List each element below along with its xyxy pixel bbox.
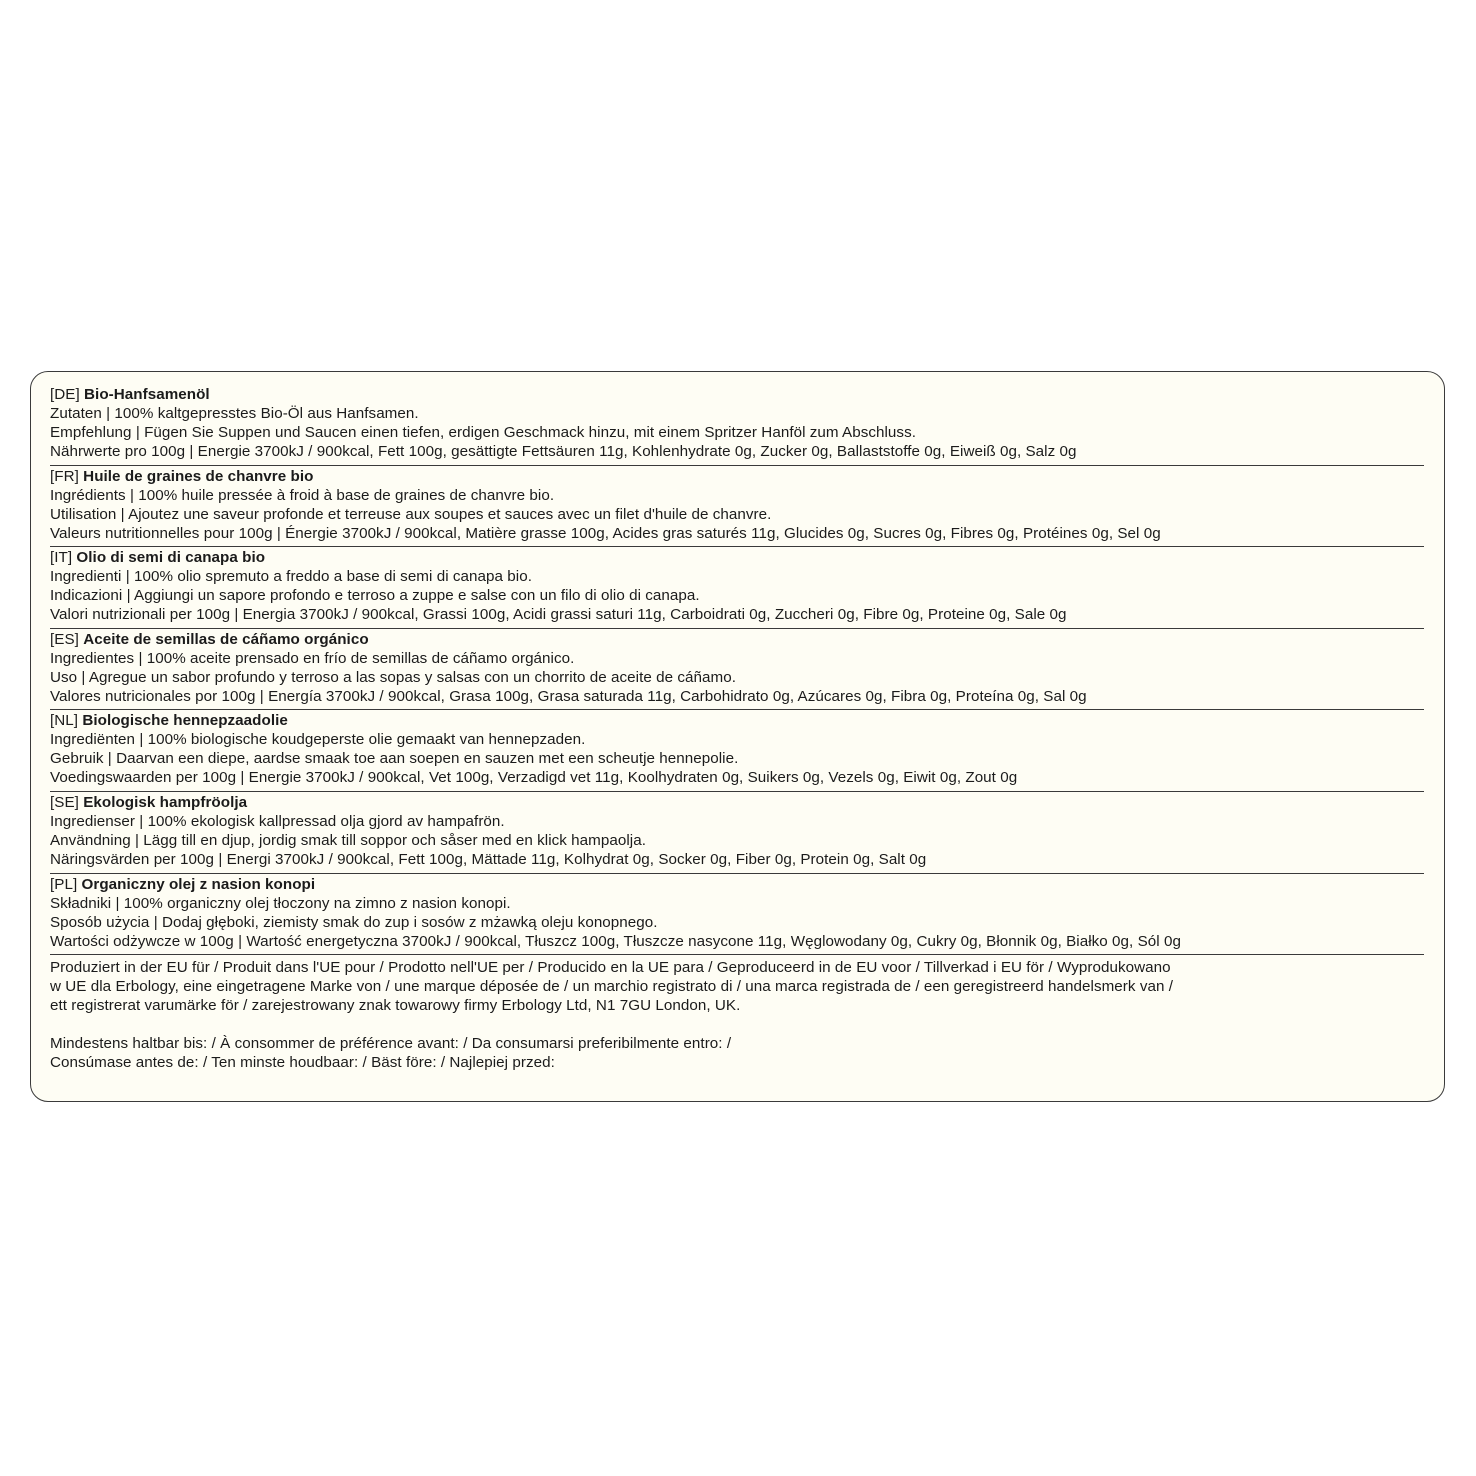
ingredients-line: Ingredienti | 100% olio spremuto a freddo a base di semi di canapa bio.	[50, 568, 532, 586]
lang-block-it	[50, 547, 1424, 629]
producer-line: Produziert in der EU für / Produit dans l'UE pour / Prodotto nell'UE per / Producido en la UE para / Geproduceerd in de EU voor / Tillverkad i EU för / Wyprodukowano	[50, 959, 1171, 977]
product-name: Ekologisk hampfröolja	[83, 793, 248, 811]
ingredients-line: Ingredienser | 100% ekologisk kallpressad olja gjord av hampafrön.	[50, 812, 505, 830]
lang-code: [DE]	[50, 386, 80, 403]
lang-block-nl	[50, 710, 1424, 792]
lang-code: [SE]	[50, 793, 79, 811]
product-name: Bio-Hanfsamenöl	[84, 386, 210, 403]
usage-line: Användning | Lägg till en djup, jordig smak till soppor och såser med en klick hampaolja.	[50, 831, 646, 849]
lang-block-se	[50, 792, 1424, 874]
usage-line: Gebruik | Daarvan een diepe, aardse smaak toe aan soepen en sauzen met een scheutje hennepolie.	[50, 750, 739, 768]
usage-line: Empfehlung | Fügen Sie Suppen und Saucen einen tiefen, erdigen Geschmack hinzu, mit einem Spritzer Hanföl zum Abschluss.	[50, 424, 916, 441]
producer-footer	[50, 955, 1424, 1072]
usage-line: Indicazioni | Aggiungi un sapore profondo e terroso a zuppe e salse con un filo di olio di canapa.	[50, 587, 700, 605]
nutrition-line: Valeurs nutritionnelles pour 100g | Énergie 3700kJ / 900kcal, Matière grasse 100g, Acides gras saturés 11g, Glucides 0g, Sucres 0g, Fibres 0g, Protéines 0g, Sel 0g	[50, 524, 1161, 542]
usage-line: Uso | Agregue un sabor profundo y terroso a las sopas y salsas con un chorrito de aceite de cáñamo.	[50, 668, 736, 686]
lang-code: [IT]	[50, 549, 73, 567]
usage-line: Utilisation | Ajoutez une saveur profonde et terreuse aux soupes et sauces avec un filet d'huile de chanvre.	[50, 505, 772, 523]
spacer	[50, 1015, 1424, 1034]
usage-line: Sposób użycia | Dodaj głęboki, ziemisty smak do zup i sosów z mżawką oleju konopnego.	[50, 913, 658, 931]
best-before-line: Consúmase antes de: / Ten minste houdbaar: / Bäst före: / Najlepiej przed:	[50, 1054, 555, 1072]
lang-block-de	[50, 384, 1424, 466]
nutrition-line: Voedingswaarden per 100g | Energie 3700kJ / 900kcal, Vet 100g, Verzadigd vet 11g, Koolhydraten 0g, Suikers 0g, Vezels 0g, Eiwit 0g, Zout 0g	[50, 769, 1018, 787]
product-name: Organiczny olej z nasion konopi	[81, 875, 316, 893]
lang-block-es	[50, 629, 1424, 711]
product-name: Biologische hennepzaadolie	[82, 712, 288, 730]
product-label	[30, 371, 1445, 1102]
ingredients-line: Składniki | 100% organiczny olej tłoczony na zimno z nasion konopi.	[50, 894, 511, 912]
product-name: Olio di semi di canapa bio	[76, 549, 266, 567]
product-title	[50, 630, 1424, 649]
ingredients-line: Ingrédients | 100% huile pressée à froid à base de graines de chanvre bio.	[50, 486, 555, 504]
lang-block-pl	[50, 874, 1424, 956]
ingredients-line: Zutaten | 100% kaltgepresstes Bio-Öl aus Hanfsamen.	[50, 405, 419, 422]
product-title	[50, 793, 1424, 812]
nutrition-line: Wartości odżywcze w 100g | Wartość energetyczna 3700kJ / 900kcal, Tłuszcz 100g, Tłuszcze nasycone 11g, Węglowodany 0g, Cukry 0g, Błonnik 0g, Białko 0g, Sól 0g	[50, 932, 1181, 950]
ingredients-line: Ingrediënten | 100% biologische koudgeperste olie gemaakt van hennepzaden.	[50, 731, 586, 749]
nutrition-line: Valori nutrizionali per 100g | Energia 3700kJ / 900kcal, Grassi 100g, Acidi grassi saturi 11g, Carboidrati 0g, Zuccheri 0g, Fibre 0g, Proteine 0g, Sale 0g	[50, 606, 1067, 624]
product-title	[50, 875, 1424, 894]
nutrition-line: Valores nutricionales por 100g | Energía 3700kJ / 900kcal, Grasa 100g, Grasa saturada 11g, Carbohidrato 0g, Azúcares 0g, Fibra 0g, Proteína 0g, Sal 0g	[50, 687, 1087, 705]
producer-line: w UE dla Erbology, eine eingetragene Marke von / une marque déposée de / un marchio registrato di / una marca registrada de / een geregistreerd handelsmerk van /	[50, 978, 1173, 996]
best-before-line: Mindestens haltbar bis: / À consommer de préférence avant: / Da consumarsi preferibilmente entro: /	[50, 1035, 732, 1053]
product-title	[50, 548, 1424, 567]
ingredients-line: Ingredientes | 100% aceite prensado en frío de semillas de cáñamo orgánico.	[50, 649, 575, 667]
lang-code: [PL]	[50, 875, 78, 893]
nutrition-line: Nährwerte pro 100g | Energie 3700kJ / 900kcal, Fett 100g, gesättigte Fettsäuren 11g, Kohlenhydrate 0g, Zucker 0g, Ballaststoffe 0g, Eiweiß 0g, Salz 0g	[50, 443, 1077, 460]
product-title	[50, 385, 1424, 404]
producer-line: ett registrerat varumärke för / zarejestrowany znak towarowy firmy Erbology Ltd, N1 7GU London, UK.	[50, 997, 741, 1015]
nutrition-line: Näringsvärden per 100g | Energi 3700kJ / 900kcal, Fett 100g, Mättade 11g, Kolhydrat 0g, Socker 0g, Fiber 0g, Protein 0g, Salt 0g	[50, 850, 927, 868]
lang-code: [NL]	[50, 712, 79, 730]
lang-code: [FR]	[50, 467, 79, 485]
product-name: Huile de graines de chanvre bio	[83, 467, 314, 485]
lang-code: [ES]	[50, 630, 79, 648]
lang-block-fr	[50, 466, 1424, 548]
product-name: Aceite de semillas de cáñamo orgánico	[83, 630, 369, 648]
product-title	[50, 467, 1424, 486]
product-title	[50, 711, 1424, 730]
